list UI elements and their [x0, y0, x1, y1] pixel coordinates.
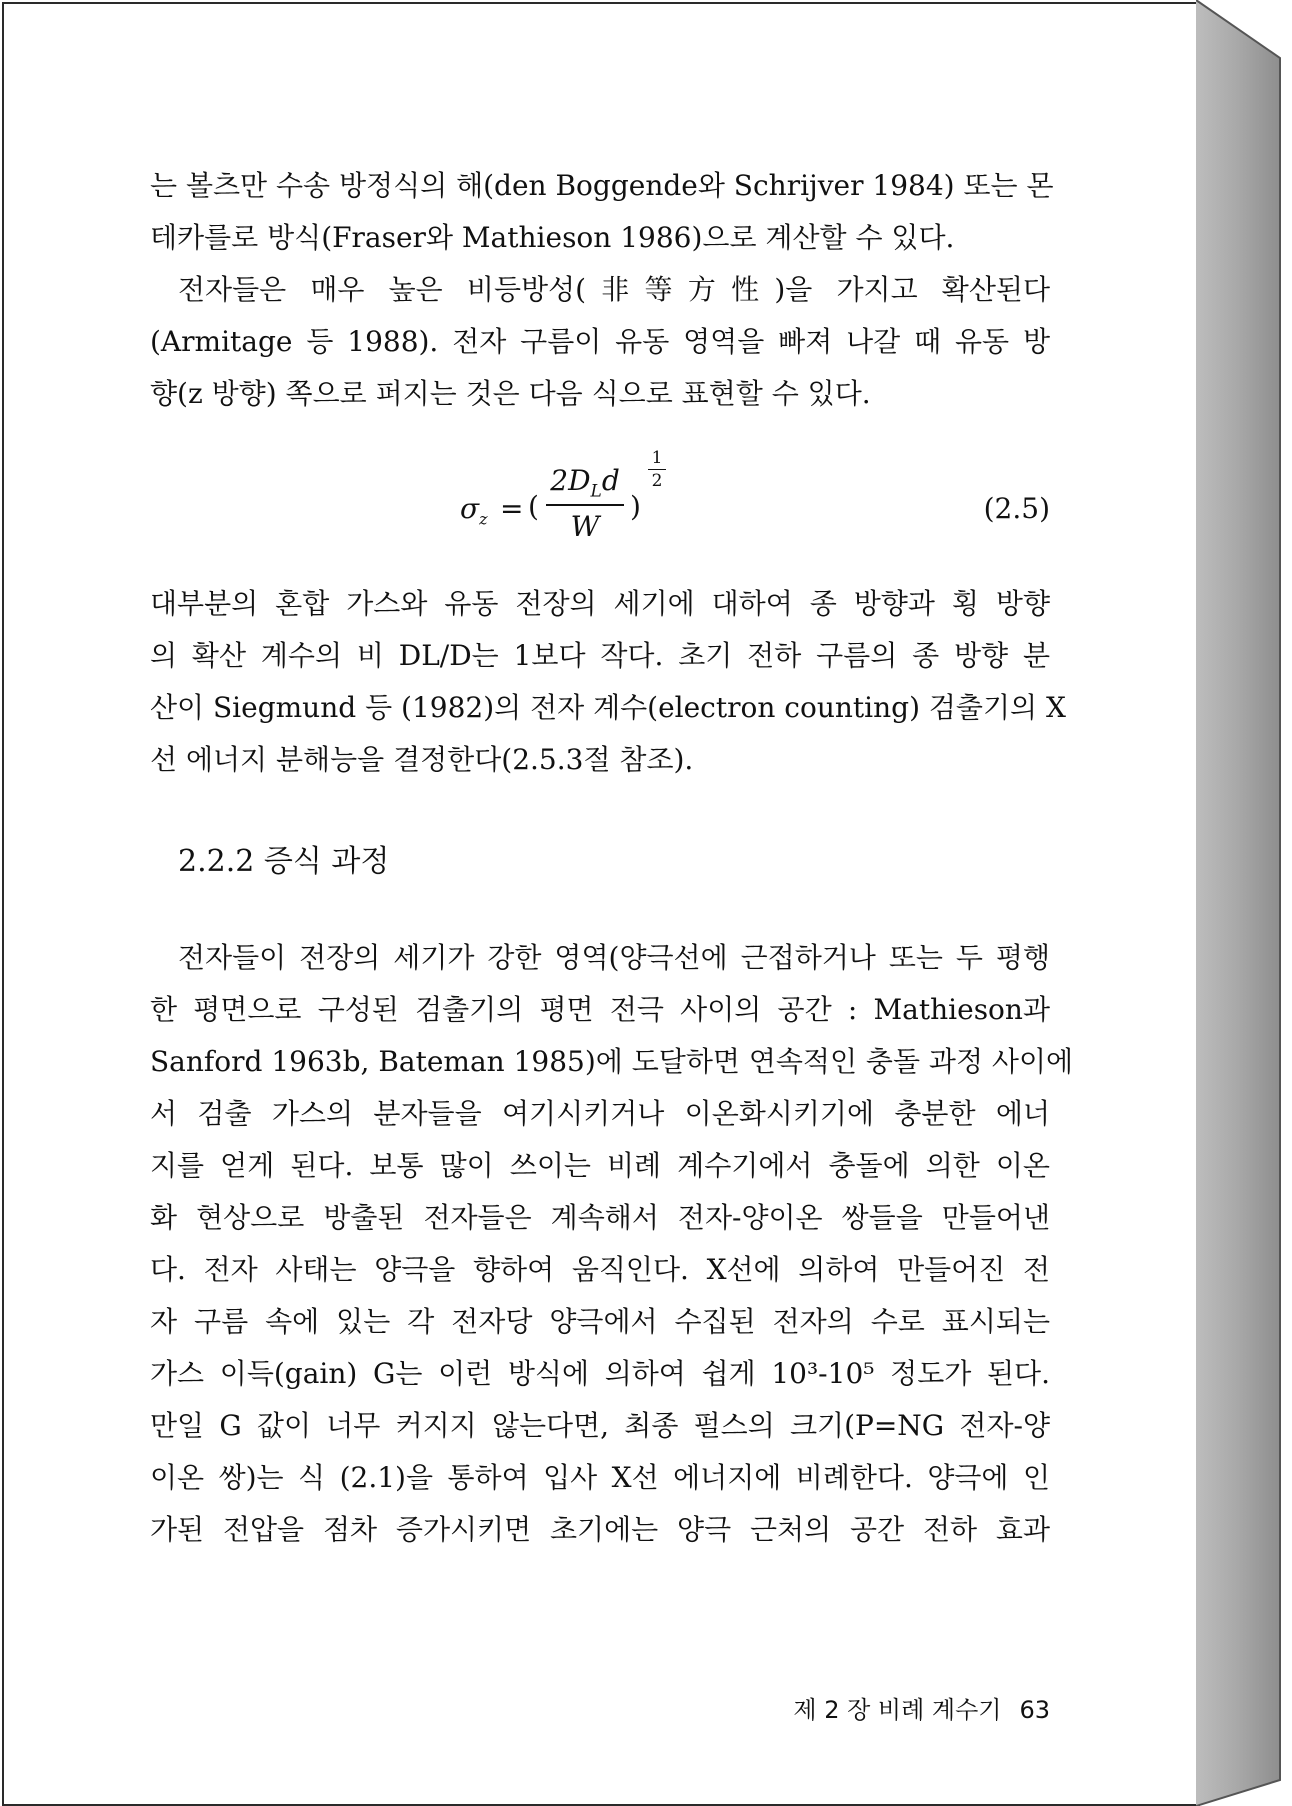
- formula-fraction: [546, 464, 624, 543]
- text-line: 지를 얻게 된다. 보통 많이 쓰이는 비례 계수기에서 충돌에 의한 이온: [150, 1149, 1050, 1182]
- paragraph-continuation: [150, 160, 1054, 264]
- text-line: 전자들이 전장의 세기가 강한 영역(양극선에 근접하거나 또는 두 평행: [178, 941, 1050, 974]
- page-number: 63: [1019, 1696, 1050, 1724]
- formula-lhs: $\sigma_z$: [460, 492, 488, 529]
- text-line: 한 평면으로 구성된 검출기의 평면 전극 사이의 공간 : Mathieson과: [150, 993, 1050, 1026]
- chapter-title: 제 2 장 비례 계수기: [793, 1696, 1002, 1724]
- text-line: 서 검출 가스의 분자들을 여기시키거나 이온화시키기에 충분한 에너: [150, 1097, 1050, 1130]
- text-line: 의 확산 계수의 비 DL/D는 1보다 작다. 초기 전하 구름의 종 방향 분: [150, 639, 1050, 672]
- page-footer: [760, 1690, 1050, 1725]
- formula-equals: =: [500, 492, 524, 525]
- text-line: 대부분의 혼합 가스와 유동 전장의 세기에 대하여 종 방향과 횡 방향: [150, 587, 1050, 620]
- text-line: 테카를로 방식(Fraser와 Mathieson 1986)으로 계산할 수 있다.: [150, 221, 955, 254]
- text-line: 화 현상으로 방출된 전자들은 계속해서 전자-양이온 쌍들을 만들어낸: [150, 1201, 1050, 1234]
- text-line: 만일 G 값이 너무 커지지 않는다면, 최종 펄스의 크기(P=NG 전자-양: [150, 1409, 1050, 1442]
- formula-exponent: 1 2: [648, 448, 666, 491]
- text-line: 가스 이득(gain) G는 이런 방식에 의하여 쉽게 10³-10⁵ 정도가 된다.: [150, 1357, 1050, 1390]
- formula-paren-right: ): [630, 490, 641, 523]
- equation-number: (2.5): [983, 492, 1050, 525]
- text-line: 선 에너지 분해능을 결정한다(2.5.3절 참조).: [150, 743, 694, 776]
- text-line: 향(z 방향) 쪽으로 퍼지는 것은 다음 식으로 표현할 수 있다.: [150, 377, 871, 410]
- text-line: 가된 전압을 점차 증가시키면 초기에는 양극 근처의 공간 전하 효과: [150, 1513, 1050, 1546]
- paragraph-diffusion-ratio: [150, 578, 1066, 786]
- section-heading: 2.2.2 증식 과정: [178, 844, 390, 879]
- formula-denominator: W: [570, 509, 600, 543]
- text-line: 자 구름 속에 있는 각 전자당 양극에서 수집된 전자의 수로 표시되는: [150, 1305, 1050, 1338]
- formula-numerator: $2D_Ld$: [550, 464, 620, 502]
- formula-paren-left: (: [528, 490, 539, 523]
- paragraph-diffusion: [150, 264, 1050, 420]
- text-line: Sanford 1963b, Bateman 1985)에 도달하면 연속적인 충돌 과정 사이에: [150, 1045, 1074, 1078]
- text-line: 산이 Siegmund 등 (1982)의 전자 계수(electron counting) 검출기의 X: [150, 691, 1066, 724]
- book-edge-shading: [1196, 0, 1292, 1806]
- equation-2-5: [450, 448, 1050, 558]
- text-line: 다. 전자 사태는 양극을 향하여 움직인다. X선에 의하여 만들어진 전: [150, 1253, 1050, 1286]
- fraction-bar: [546, 504, 624, 506]
- text-line: (Armitage 등 1988). 전자 구름이 유동 영역을 빠져 나갈 때 유동 방: [150, 325, 1050, 358]
- text-line: 이온 쌍)는 식 (2.1)을 통하여 입사 X선 에너지에 비례한다. 양극에 인: [150, 1461, 1050, 1494]
- paragraph-multiplication: [150, 932, 1074, 1556]
- text-line: 전자들은 매우 높은 비등방성(非等方性)을 가지고 확산된다: [178, 273, 1050, 306]
- text-line: 는 볼츠만 수송 방정식의 해(den Boggende와 Schrijver 1984) 또는 몬: [150, 169, 1054, 202]
